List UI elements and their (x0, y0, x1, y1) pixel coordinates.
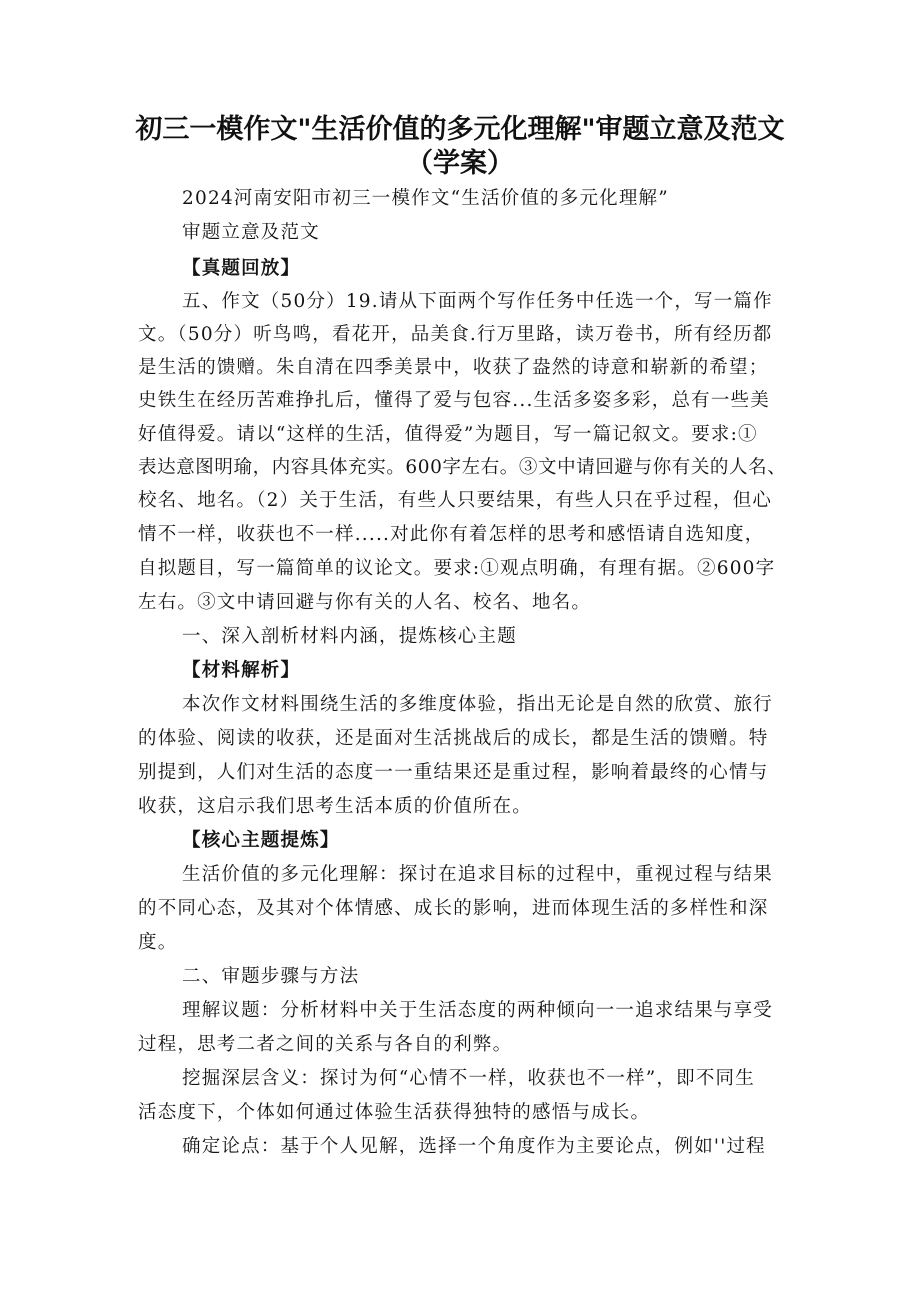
body-line: 2024河南安阳市初三一模作文“生活价值的多元化理解” (182, 188, 669, 209)
body-line: 确定论点：基于个人见解，选择一个角度作为主要论点，例如''过程 (182, 1136, 766, 1157)
body-line: 过程，思考二者之间的关系与各自的利弊。 (138, 1034, 513, 1055)
body-line: 的不同心态，及其对个体情感、成长的影响，进而体现生活的多样性和深 (138, 898, 769, 919)
section-label-exam: 【真题回放】 (182, 258, 301, 279)
body-line: 的体验、阅读的收获，还是面对生活挑战后的成长，都是生活的馈赠。特 (138, 728, 769, 749)
document-subtitle: （学案） (406, 148, 514, 179)
body-line: 度。 (138, 932, 178, 953)
body-line: 文。（50分）听鸟鸣，看花开，品美食.行万里路，读万卷书，所有经历都 (138, 324, 773, 345)
body-line: 是生活的馈赠。朱自清在四季美景中，收获了盎然的诗意和崭新的希望； (138, 357, 769, 378)
section-label-core-theme: 【核心主题提炼】 (182, 830, 340, 851)
body-line: 理解议题：分析材料中关于生活态度的两种倾向一一追求结果与享受 (182, 1000, 774, 1021)
body-line: 情不一样，收获也不一样.....对此你有着怎样的思考和感悟请自选知度， (138, 524, 765, 545)
body-line: 五、作文（50分）19.请从下面两个写作任务中任选一个，写一篇作 (182, 291, 773, 312)
heading-section-2: 二、审题步骤与方法 (182, 966, 360, 987)
body-line: 挖掘深层含义：探讨为何“心情不一样，收获也不一样”，即不同生 (182, 1068, 755, 1089)
body-line: 别提到，人们对生活的态度一一重结果还是重过程，影响着最终的心情与 (138, 762, 769, 783)
body-line: 表达意图明瑜，内容具体充实。600字左右。③文中请回避与你有关的人名、 (138, 457, 787, 478)
body-line: 校名、地名。（2）关于生活，有些人只要结果，有些人只在乎过程，但心 (138, 490, 773, 511)
heading-section-1: 一、深入剖析材料内涵，提炼核心主题 (182, 626, 517, 647)
body-line: 活态度下，个体如何通过体验生活获得独特的感悟与成长。 (138, 1102, 651, 1123)
body-line: 生活价值的多元化理解：探讨在追求目标的过程中，重视过程与结果 (182, 864, 774, 885)
body-line: 好值得爱。请以“这样的生活，值得爱”为题目，写一篇记叙文。要求:① (138, 424, 758, 445)
body-line: 本次作文材料围绕生活的多维度体验，指出无论是自然的欣赏、旅行 (182, 694, 774, 715)
body-line: 自拟题目，写一篇简单的议论文。要求:①观点明确，有理有据。②600字 (138, 558, 776, 579)
body-line: 收获，这启示我们思考生活本质的价值所在。 (138, 796, 533, 817)
body-line: 左右。③文中请回避与你有关的人名、校名、地名。 (138, 592, 592, 613)
body-line: 史铁生在经历苦难挣扎后，懂得了爱与包容...生活多姿多彩，总有一些美 (138, 390, 770, 411)
body-line: 审题立意及范文 (182, 222, 320, 243)
document-title: 初三一模作文"生活价值的多元化理解"审题立意及范文 (135, 114, 785, 145)
section-label-material: 【材料解析】 (182, 660, 301, 681)
